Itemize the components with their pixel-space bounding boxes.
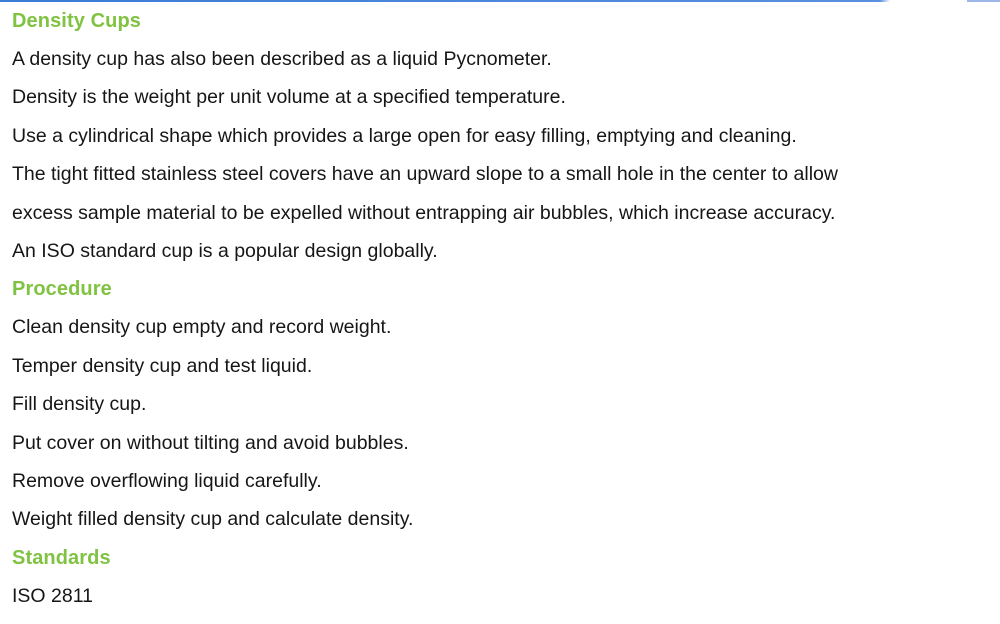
product-description: [12, 4, 992, 617]
density-cups-line-4: The tight fitted stainless steel covers have an upward slope to a small hole in the center to allow: [12, 163, 838, 186]
density-cups-line-5: excess sample material to be expelled without entrapping air bubbles, which increase accuracy.: [12, 201, 836, 224]
density-cups-line-2: Density is the weight per unit volume at a specified temperature.: [12, 86, 566, 109]
heading-density-cups: Density Cups: [12, 10, 142, 32]
standard-item-1: ISO 2811: [12, 584, 93, 607]
procedure-step-6: Weight filled density cup and calculate density.: [12, 508, 414, 531]
top-divider-tail: [967, 0, 1000, 2]
density-cups-line-1: A density cup has also been described as a liquid Pycnometer.: [12, 48, 552, 70]
procedure-step-1: Clean density cup empty and record weight.: [12, 316, 392, 339]
top-divider: [0, 0, 1000, 2]
procedure-step-2: Temper density cup and test liquid.: [12, 354, 313, 377]
heading-standards: Standards: [12, 546, 111, 569]
heading-procedure: Procedure: [12, 278, 112, 301]
density-cups-line-6: An ISO standard cup is a popular design globally.: [12, 239, 438, 262]
procedure-step-4: Put cover on without tilting and avoid bubbles.: [12, 431, 409, 454]
procedure-step-5: Remove overflowing liquid carefully.: [12, 469, 322, 492]
procedure-step-3: Fill density cup.: [12, 393, 147, 416]
density-cups-line-3: Use a cylindrical shape which provides a large open for easy filling, emptying and cleaning.: [12, 124, 797, 147]
